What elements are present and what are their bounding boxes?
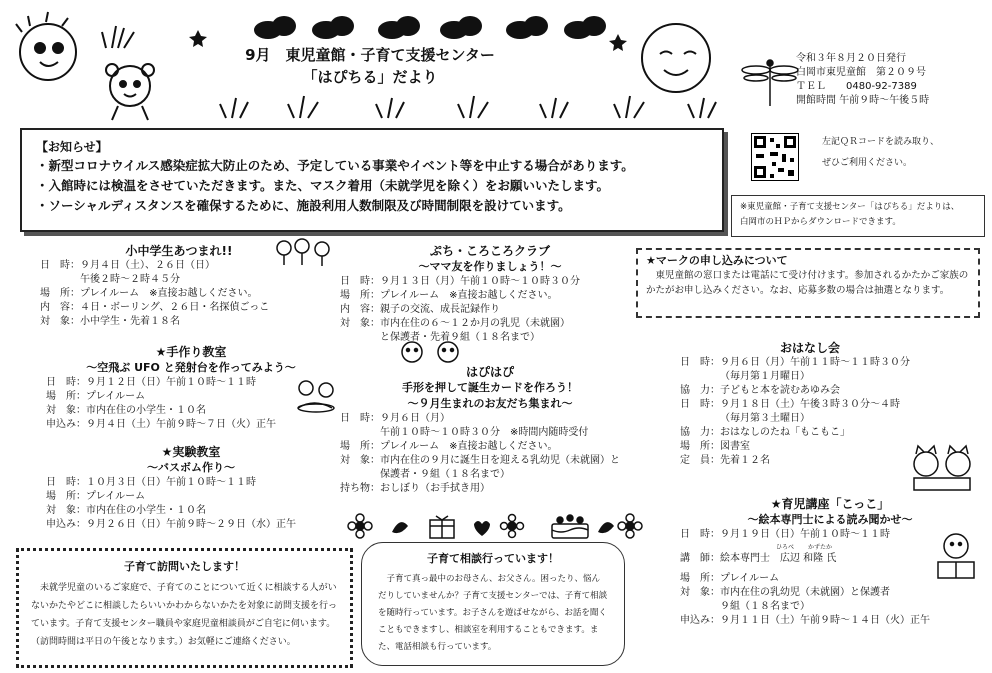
detail-value: 絵本専門士 広辺 和隆 氏 — [720, 553, 837, 564]
detail-label: 日 時： — [680, 399, 720, 410]
detail-label: 協 力： — [680, 385, 720, 396]
home-visit-title: 子育て訪問いたします！ — [124, 560, 245, 573]
detail-value: 子どもと本を読むあゆみ会 — [720, 385, 840, 396]
detail-label — [680, 370, 720, 384]
detail-label: 対 象： — [340, 455, 380, 466]
detail-value: プレイルーム ※直接お越しください。 — [380, 290, 558, 301]
event-subtitle: ～バスボム作り～ — [147, 461, 235, 474]
detail-value: ４日・ボーリング、２６日・名探偵ごっこ — [80, 302, 270, 313]
detail-value: 市内在住の小学生・１０名 — [86, 505, 206, 516]
detail-label: 日 時： — [680, 529, 720, 540]
heart-icon — [474, 521, 490, 536]
children-playing-icon — [272, 238, 336, 270]
gift-icon — [430, 516, 454, 538]
event-puchi — [340, 243, 640, 345]
detail-value: 親子の交流、成長記録作り — [380, 304, 500, 315]
detail-row — [680, 586, 980, 600]
notice-box — [20, 128, 724, 232]
detail-label: 場 所： — [680, 573, 720, 584]
detail-value: ９月１８日（土）午後３時３０分～４時 — [720, 399, 900, 410]
detail-row — [40, 259, 290, 273]
event-subtitle: ～空飛ぶ UFO と発射台を作ってみよう～ — [86, 361, 296, 374]
consultation-box — [361, 542, 625, 666]
event-subtitle: 手形を押して誕生カードを作ろう！ — [402, 381, 578, 394]
ruby-text: かずたか — [808, 544, 833, 551]
event-subtitle: ～９月生まれのお友だち集まれ～ — [407, 397, 573, 410]
detail-value: 午前１０時～１０時３０分 ※時間内随時受付 — [380, 427, 589, 438]
detail-row — [46, 504, 336, 518]
detail-value: 市内在住の乳幼児（未就園）と保護者 — [720, 587, 890, 598]
moon-character-icon — [642, 24, 710, 92]
detail-value: ９月２６日（日）午前９時～２９日（水）正午 — [86, 519, 296, 530]
detail-row — [46, 490, 336, 504]
detail-label: 日 時： — [40, 260, 80, 271]
detail-row — [40, 273, 290, 287]
detail-row — [340, 412, 640, 426]
detail-label — [340, 426, 380, 440]
detail-value: （毎月第３土曜日） — [720, 413, 810, 424]
event-subtitle: ～ママ友を作りましょう！～ — [418, 260, 562, 273]
detail-value: プレイルーム — [720, 573, 780, 584]
ruby-text: ひろべ — [776, 544, 795, 551]
detail-label: 対 象： — [46, 505, 86, 516]
detail-label: 場 所： — [340, 441, 380, 452]
ufo-kids-icon — [292, 378, 340, 414]
phone-number: ＴＥＬ 0480-92-7389 — [796, 81, 917, 92]
detail-row — [340, 454, 640, 468]
consultation-title: 子育て相談行っています！ — [427, 552, 559, 565]
detail-label — [680, 600, 720, 614]
detail-label: 場 所： — [46, 491, 86, 502]
detail-value: 午後２時～２時４５分 — [80, 274, 180, 285]
detail-value: プレイルーム — [86, 491, 146, 502]
detail-value: おしぼり（お手拭き用） — [380, 483, 490, 494]
qr-caption-line: 左記ＱＲコードを読み取り、 — [822, 137, 940, 147]
detail-row — [680, 356, 980, 370]
flower-icon — [501, 515, 524, 538]
event-detail-rows — [40, 259, 290, 329]
detail-label — [680, 412, 720, 426]
event-shochu — [40, 243, 290, 329]
detail-row — [340, 440, 640, 454]
detail-row — [46, 518, 336, 532]
detail-label: 場 所： — [340, 290, 380, 301]
detail-label: 対 象： — [46, 405, 86, 416]
qr-caption — [822, 136, 988, 170]
detail-label: 講 師： — [680, 553, 720, 564]
detail-label: 内 容： — [340, 304, 380, 315]
leaf-icon — [598, 522, 614, 533]
detail-row — [680, 426, 980, 440]
title-line-2: 「はぴちる」だより — [302, 68, 438, 86]
detail-value: １０月３日（日）午前１０時～１１時 — [86, 477, 256, 488]
home-visit-box — [16, 548, 353, 668]
event-title: ★実験教室 — [161, 445, 221, 459]
flower-icon — [348, 514, 372, 538]
consultation-body: 子育て真っ最中のお母さん、お父さん。困ったり、悩んだりしていませんか？子育て支援センターでは、子育て相談を随時行っています。お子さんを遊ばせながら、お話を聞くこともできますし、相談室を利用することもできます。また、電話相談も行っています。 — [378, 574, 608, 652]
detail-value: プレイルーム ※直接お越しください。 — [80, 288, 258, 299]
detail-row — [340, 289, 640, 303]
detail-value: ９月１３日（月）午前１０時～１０時３０分 — [380, 276, 580, 287]
detail-value: （毎月第１月曜日） — [720, 371, 810, 382]
detail-value: プレイルーム — [86, 391, 146, 402]
detail-row — [680, 398, 980, 412]
detail-row — [46, 418, 336, 432]
event-title: おはなし会 — [779, 341, 840, 355]
detail-value: ９月４日（土）、２６日（日） — [80, 260, 215, 271]
issue-date: 令和３年８月２０日発行 — [796, 53, 906, 64]
detail-row — [680, 370, 980, 384]
event-jikken — [46, 444, 336, 532]
detail-label: 申込み： — [46, 419, 86, 430]
detail-label: 対 象： — [680, 587, 720, 598]
detail-value: ９月６日（月） — [380, 413, 450, 424]
qr-code-icon[interactable] — [751, 133, 799, 181]
download-note — [731, 195, 985, 237]
detail-label: 申込み： — [46, 519, 86, 530]
decoration-row — [346, 512, 646, 542]
detail-label: 申込み： — [680, 615, 720, 626]
detail-value: ９月６日（月）午前１１時～１１時３０分 — [720, 357, 910, 368]
detail-row — [340, 303, 640, 317]
detail-row — [680, 384, 980, 398]
detail-row — [340, 331, 640, 345]
detail-label: 日 時： — [46, 477, 86, 488]
mark-application-box — [636, 248, 980, 318]
detail-value: 保護者・９組（１８名まで） — [380, 469, 510, 480]
detail-value: 市内在住の小学生・１０名 — [86, 405, 206, 416]
detail-value: ９月１１日（土）午前９時～１４日（火）正午 — [720, 615, 930, 626]
detail-label: 場 所： — [680, 441, 720, 452]
mark-title: ★マークの申し込みについて — [646, 254, 788, 267]
download-line: 白岡市のＨＰからダウンロードできます。 — [740, 217, 901, 227]
detail-label — [340, 468, 380, 482]
detail-row — [340, 426, 640, 440]
issue-info — [796, 52, 986, 108]
event-title: はぴはぴ — [465, 365, 514, 379]
detail-row — [680, 614, 980, 628]
detail-label — [40, 273, 80, 287]
download-line: ※東児童館・子育て支援センター「はぴちる」だよりは、 — [740, 202, 960, 212]
notice-line: ・新型コロナウイルス感染症拡大防止のため、予定している事業やイベント等を中止する場合があります。 — [36, 158, 634, 173]
detail-value: ９月４日（土）午前９時～７日（火）正午 — [86, 419, 276, 430]
detail-value: ９月１２日（日）午前１０時～１１時 — [86, 377, 256, 388]
leaf-icon — [392, 522, 408, 533]
event-title: 小中学生あつまれ!! — [125, 244, 233, 258]
detail-value: と保護者・先着９組（１８名まで） — [380, 332, 540, 343]
detail-row — [40, 315, 290, 329]
detail-label: 日 時： — [340, 276, 380, 287]
event-title: ぷち・ころころクラブ — [429, 244, 550, 258]
detail-row — [46, 476, 336, 490]
detail-value: 図書室 — [720, 441, 750, 452]
detail-value: おはなしのたね「もこもこ」 — [720, 427, 850, 438]
event-title: ★育児講座「こっこ」 — [770, 497, 890, 511]
detail-label: 内 容： — [40, 302, 80, 313]
event-title: ★手作り教室 — [155, 345, 227, 359]
detail-label — [340, 331, 380, 345]
detail-value: ９組（１８名まで） — [720, 601, 810, 612]
detail-label: 場 所： — [40, 288, 80, 299]
detail-row — [340, 317, 640, 331]
detail-label: 日 時： — [680, 357, 720, 368]
detail-label: 日 時： — [46, 377, 86, 388]
detail-label: 対 象： — [40, 316, 80, 327]
qr-caption-line: ぜひご利用ください。 — [822, 158, 913, 168]
detail-label: 協 力： — [680, 427, 720, 438]
detail-value: 小中学生・先着１８名 — [80, 316, 180, 327]
detail-value: 先着１２名 — [720, 455, 770, 466]
lion-character-icon — [16, 12, 76, 80]
flower-icon — [618, 514, 642, 538]
detail-value: 市内在住の９月に誕生日を迎える乳幼児（未就園）と — [380, 455, 620, 466]
title-line-1: 9月 東児童館・子育て支援センター — [245, 46, 495, 64]
newsletter-title — [200, 44, 540, 88]
mark-body: 東児童館の窓口または電話にて受け付けます。参加されるかたかご家族のかたがお申し込みください。なお、応募多数の場合は抽選となります。 — [646, 270, 969, 296]
detail-label: 対 象： — [340, 318, 380, 329]
event-subtitle: ～絵本専門士による読み聞かせ～ — [747, 513, 913, 526]
bear-character-icon — [106, 64, 154, 120]
cloud-icon — [254, 16, 606, 39]
detail-value: 市内在住の６～１２か月の乳児（未就園） — [380, 318, 570, 329]
opening-hours: 開館時間 午前９時～午後５時 — [796, 95, 930, 106]
event-hapihapi — [340, 364, 640, 496]
detail-row — [340, 468, 640, 482]
child-reading-icon — [932, 532, 980, 582]
notice-line: ・ソーシャルディスタンスを確保するために、施設利用人数制限及び時間制限を設けています。 — [36, 198, 571, 213]
detail-row — [680, 600, 980, 614]
detail-value: プレイルーム ※直接お越しください。 — [380, 441, 558, 452]
detail-label: 場 所： — [46, 391, 86, 402]
detail-row — [40, 287, 290, 301]
detail-label: 定 員： — [680, 455, 720, 466]
detail-row — [340, 275, 640, 289]
notice-heading: 【お知らせ】 — [36, 140, 108, 154]
dragonfly-icon — [742, 60, 798, 106]
detail-row — [340, 482, 640, 496]
detail-row — [680, 412, 980, 426]
toddlers-icon — [396, 338, 466, 372]
reading-cats-icon — [906, 446, 978, 492]
notice-line: ・入館時には検温をさせていただきます。また、マスク着用（未就学児を除く）をお願いいたします。 — [36, 178, 610, 193]
issue-number: 白岡市東児童館 第２０９号 — [796, 67, 926, 78]
cake-icon — [552, 515, 588, 538]
home-visit-body: 未就学児童のいるご家庭で、子育てのことについて近くに相談する人がいないかたやどこに相談したらいいかわからないかたを対象に訪問支援を行っています。子育て支援センター職員や家庭児童相談員がご自宅に伺います。（訪問時間は平日の午後となります。）お気軽にご連絡ください。 — [31, 583, 338, 647]
detail-label: 持ち物： — [340, 483, 380, 494]
detail-row — [40, 301, 290, 315]
detail-label: 日 時： — [340, 413, 380, 424]
detail-value: ９月１９日（日）午前１０時～１１時 — [720, 529, 890, 540]
